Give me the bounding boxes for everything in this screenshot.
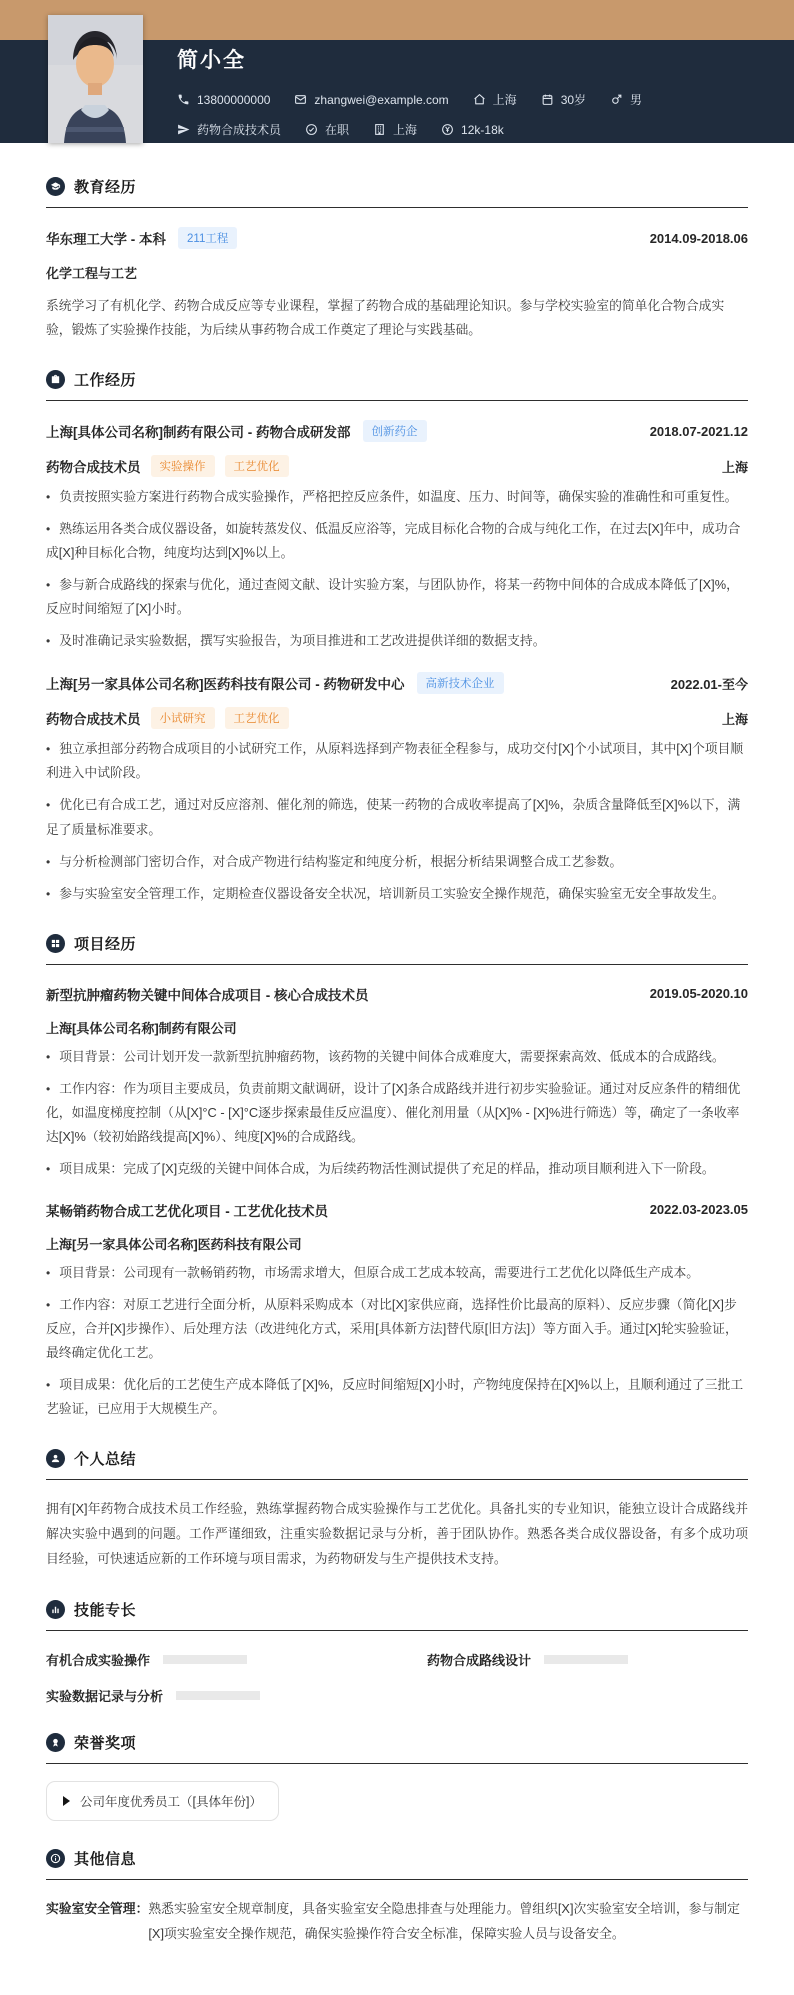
bullet-dot-icon: • [46, 742, 51, 757]
work-header [46, 369, 748, 401]
section-title: 个人总结 [74, 1451, 137, 1469]
project-bullet: • 项目背景：公司现有一款畅销药物，市场需求增大，但原合成工艺成本较高，需要进行工艺优化以降低生产成本。 [46, 1264, 700, 1280]
phone-icon [177, 93, 190, 106]
section-title: 教育经历 [74, 179, 137, 196]
project-company: 上海[具体公司名称]制药有限公司 [46, 1020, 237, 1036]
project-date: 2022.03-2023.05 [649, 1202, 748, 1218]
bullet-dot-icon: • [46, 490, 51, 505]
gender-icon [610, 93, 623, 106]
job-location: 上海 [721, 459, 748, 475]
work-bullet: • 参与实验室安全管理工作，定期检查仪器设备安全状况，培训新员工实验安全操作规范，确保实验室无安全事故发生。 [46, 885, 725, 901]
other-text: 熟悉实验室安全规章制度，具备实验室安全隐患排查与处理能力。曾组织[X]次实验室安全培训，参与制定[X]项实验室安全操作规范，确保实验操作符合安全标准，保障实验人员与设备安全。 [148, 1901, 740, 1941]
project-bullet: • 工作内容：作为项目主要成员，负责前期文献调研，设计了[X]条合成路线并进行初步实验验证。通过对反应条件的精细优化，如温度梯度控制（从[X]°C - [X]°C逐步探索最佳反应温度）、催化剂用量（从[X]% - [X]%进行筛选）等，确定了一条收率达[X]%（较初始路线提高[X]%）、纯度[X]%的合成路线。 [46, 1080, 741, 1144]
job-tag: 实验操作 [151, 455, 215, 477]
age-value: 30岁 [560, 93, 587, 107]
project-bullet: • 项目成果：优化后的工艺使生产成本降低了[X]%，反应时间缩短[X]小时，产物纯度保持在[X]%以上，且顺利通过了三批工艺验证，已应用于大规模生产。 [46, 1377, 744, 1417]
project-date: 2019.05-2020.10 [649, 986, 748, 1002]
bullet-dot-icon: • [46, 886, 51, 901]
briefcase-icon [46, 370, 65, 389]
project-bullet: • 项目背景：公司计划开发一款新型抗肿瘤药物，该药物的关键中间体合成难度大，需要探索高效、低成本的合成路线。 [46, 1048, 725, 1064]
work-bullet: • 独立承担部分药物合成项目的小试研究工作，从原料选择到产物表征全程参与，成功交付[X]个小试项目，其中[X]个项目顺利进入中试阶段。 [46, 741, 744, 781]
skill-name: 实验数据记录与分析 [46, 1689, 164, 1705]
project-entry [46, 984, 748, 1181]
email-value: zhangwei@example.com [314, 92, 449, 107]
other-item [46, 1897, 748, 1947]
salary-value: 12k-18k [461, 122, 504, 137]
contact-row-2 [177, 121, 764, 138]
profile-photo [48, 15, 143, 143]
user-icon [46, 1449, 65, 1468]
bar-chart-icon [46, 1600, 65, 1619]
gender-value: 男 [630, 93, 643, 107]
work-date: 2018.07-2021.12 [649, 423, 748, 439]
bullet-dot-icon: • [46, 798, 51, 813]
major: 化学工程与工艺 [46, 266, 138, 281]
section-title: 项目经历 [74, 935, 137, 953]
resume-body [0, 143, 794, 1995]
section-work [46, 369, 748, 906]
section-title: 荣誉奖项 [74, 1735, 137, 1753]
contact-phone [177, 93, 270, 107]
work-bullet: • 优化已有合成工艺，通过对反应溶剂、催化剂的筛选，使某一药物的合成收率提高了[X]%，杂质含量降低至[X]%以下，满足了质量标准要求。 [46, 797, 741, 837]
section-projects [46, 933, 748, 1422]
education-header [46, 176, 748, 208]
education-entry [46, 227, 748, 249]
contact-gender [610, 91, 642, 108]
grid-icon [46, 934, 65, 953]
bullet-dot-icon: • [46, 1049, 51, 1064]
status-value: 在职 [325, 123, 350, 137]
job-tag: 工艺优化 [225, 455, 289, 477]
contact-city [373, 121, 417, 138]
work-entry [46, 420, 748, 653]
skill-bar [176, 1691, 260, 1700]
education-date: 2014.09-2018.06 [649, 230, 748, 246]
bullet-dot-icon: • [46, 634, 51, 649]
job-title: 药物合成技术员 [46, 712, 141, 728]
status-icon [305, 123, 318, 136]
contact-email [294, 93, 448, 107]
company-badge: 高新技术企业 [417, 672, 504, 694]
age-icon [541, 93, 554, 106]
bullet-dot-icon: • [46, 1297, 51, 1312]
company-name: 上海[具体公司名称]制药有限公司 - 药物合成研发部 [46, 425, 351, 441]
section-title: 工作经历 [74, 372, 137, 390]
job-title: 药物合成技术员 [46, 460, 141, 476]
company-badge: 创新药企 [363, 420, 427, 442]
project-entry [46, 1200, 748, 1421]
bullet-dot-icon: • [46, 1161, 51, 1176]
project-bullet: • 项目成果：完成了[X]克级的关键中间体合成，为后续药物活性测试提供了充足的样品，推动项目顺利进入下一阶段。 [46, 1160, 715, 1176]
section-title: 其他信息 [74, 1851, 137, 1869]
contact-age [541, 91, 586, 108]
company-name: 上海[另一家具体公司名称]医药科技有限公司 - 药物研发中心 [46, 677, 405, 693]
caret-right-icon [63, 1796, 70, 1806]
summary-text: 拥有[X]年药物合成技术员工作经验，熟练掌握药物合成实验操作与工艺优化。具备扎实的专业知识，能独立设计合成路线并解决实验中遇到的问题。工作严谨细致，注重实验数据记录与分析，善于团队协作。熟悉各类合成仪器设备，有多个成功项目经验，可快速适应新的工作环境与项目需求，为药物研发与生产提供技术支持。 [46, 1501, 748, 1567]
section-education [46, 176, 748, 342]
candidate-name: 简小全 [177, 49, 246, 72]
other-header [46, 1848, 748, 1880]
job-intention-value: 药物合成技术员 [197, 123, 282, 137]
contact-row-1 [177, 91, 764, 108]
skill-item [427, 1650, 748, 1669]
info-icon [46, 1849, 65, 1868]
section-skills [46, 1599, 748, 1705]
other-label: 实验室安全管理： [46, 1901, 149, 1917]
job-tag: 工艺优化 [225, 707, 289, 729]
work-entry [46, 672, 748, 905]
school-name: 华东理工大学 - 本科 [46, 232, 166, 247]
bullet-dot-icon: • [46, 1081, 51, 1096]
skill-bar [544, 1655, 628, 1664]
section-title: 技能专长 [74, 1602, 137, 1620]
job-intention-icon [177, 123, 190, 136]
skill-name: 有机合成实验操作 [46, 1653, 151, 1669]
honor-label: 公司年度优秀员工（[具体年份]） [80, 1795, 262, 1810]
skill-name: 药物合成路线设计 [427, 1653, 532, 1669]
bullet-dot-icon: • [46, 578, 51, 593]
project-bullet: • 工作内容：对原工艺进行全面分析，从原料采购成本（对比[X]家供应商，选择性价比最高的原料）、反应步骤（简化[X]步反应，合并[X]步操作）、后处理方法（改进纯化方式，采用[具体新方法]替代原[旧方法]）等方面入手。通过[X]轮实验验证，最终确定优化工艺。 [46, 1296, 738, 1361]
city-value: 上海 [393, 123, 418, 137]
work-bullet: • 负责按照实验方案进行药物合成实验操作，严格把控反应条件，如温度、压力、时间等，确保实验的准确性和可重复性。 [46, 489, 738, 505]
contact-status [305, 121, 349, 138]
graduation-cap-icon [46, 177, 65, 196]
bullet-dot-icon: • [46, 1378, 51, 1393]
skill-item [46, 1650, 367, 1669]
job-location: 上海 [721, 711, 748, 727]
contact-job-intention [177, 121, 281, 138]
home-icon [473, 93, 486, 106]
city-icon [373, 123, 386, 136]
skill-bar [163, 1655, 247, 1664]
contact-salary [441, 123, 504, 137]
skills-grid [46, 1650, 748, 1705]
honor-item-expander[interactable] [46, 1781, 279, 1821]
header [0, 0, 794, 143]
medal-icon [46, 1733, 65, 1752]
projects-header [46, 933, 748, 965]
header-info [177, 44, 764, 151]
mail-icon [294, 93, 307, 106]
salary-icon [441, 123, 454, 136]
work-bullet: • 熟练运用各类合成仪器设备，如旋转蒸发仪、低温反应浴等，完成目标化合物的合成与纯化工作，在过去[X]年中，成功合成[X]种目标化合物，纯度均达到[X]%以上。 [46, 521, 741, 561]
school-badge: 211工程 [178, 227, 237, 249]
section-summary [46, 1448, 748, 1572]
project-title: 新型抗肿瘤药物关键中间体合成项目 - 核心合成技术员 [46, 987, 369, 1003]
section-other [46, 1848, 748, 1947]
portrait-illustration [48, 15, 143, 143]
contact-hometown [473, 91, 517, 108]
summary-header [46, 1448, 748, 1480]
section-honors [46, 1732, 748, 1821]
skill-item [46, 1686, 367, 1705]
job-tag: 小试研究 [151, 707, 215, 729]
work-bullet: • 与分析检测部门密切合作，对合成产物进行结构鉴定和纯度分析，根据分析结果调整合成工艺参数。 [46, 853, 623, 869]
work-bullet: • 及时准确记录实验数据，撰写实验报告，为项目推进和工艺改进提供详细的数据支持。 [46, 633, 546, 649]
honors-header [46, 1732, 748, 1764]
work-date: 2022.01-至今 [670, 676, 748, 692]
phone-value: 13800000000 [197, 92, 271, 107]
project-title: 某畅销药物合成工艺优化项目 - 工艺优化技术员 [46, 1203, 328, 1219]
skills-header [46, 1599, 748, 1631]
bullet-dot-icon: • [46, 522, 51, 537]
hometown-value: 上海 [492, 93, 517, 107]
project-company: 上海[另一家具体公司名称]医药科技有限公司 [46, 1236, 302, 1252]
work-bullet: • 参与新合成路线的探索与优化，通过查阅文献、设计实验方案，与团队协作，将某一药物中间体的合成成本降低了[X]%，反应时间缩短了[X]小时。 [46, 577, 739, 617]
bullet-dot-icon: • [46, 854, 51, 869]
education-description: 系统学习了有机化学、药物合成反应等专业课程，掌握了药物合成的基础理论知识。参与学校实验室的简单化合物合成实验，锻炼了实验操作技能，为后续从事药物合成工作奠定了理论与实践基础。 [46, 298, 725, 338]
bullet-dot-icon: • [46, 1265, 51, 1280]
